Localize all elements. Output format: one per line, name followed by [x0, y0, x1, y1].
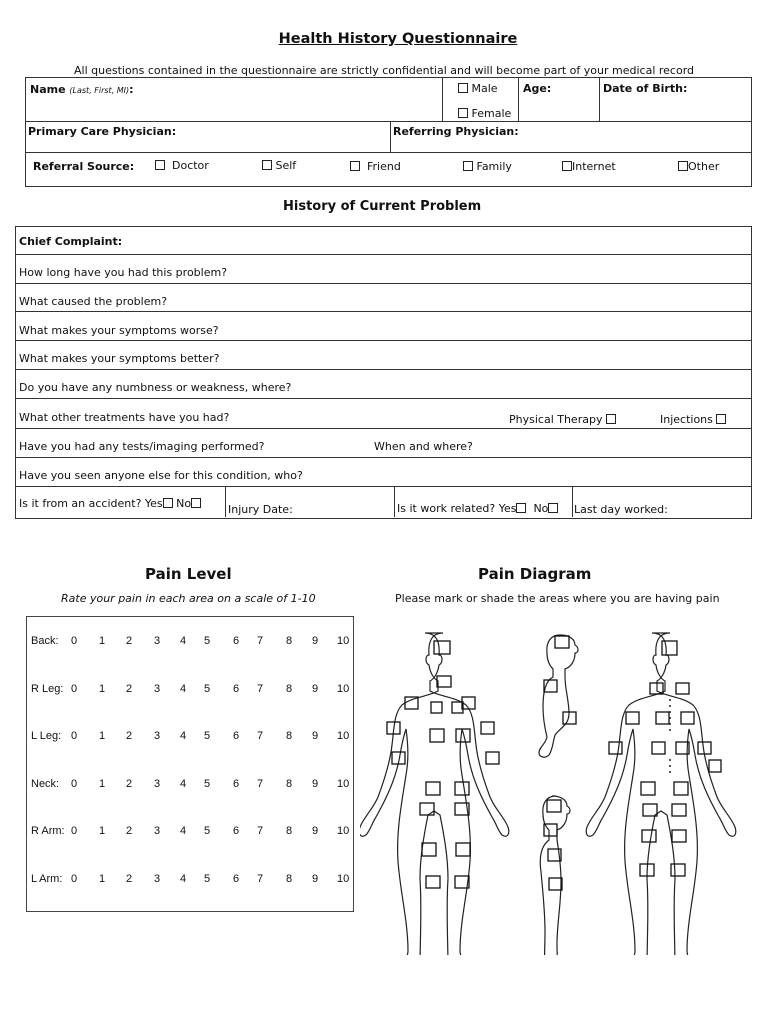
referral-other-checkbox[interactable]: Other: [678, 160, 719, 173]
pain-score-option[interactable]: 0: [71, 872, 78, 885]
pain-score-option[interactable]: 5: [204, 730, 211, 742]
checkbox-icon: [716, 414, 726, 424]
checkbox-icon: [548, 503, 558, 513]
checkbox-icon: [458, 108, 468, 118]
pain-score-option[interactable]: 6: [233, 825, 240, 837]
pain-area-label: L Leg:: [31, 730, 62, 742]
pain-score-option[interactable]: 9: [312, 872, 319, 885]
pain-score-option[interactable]: 10: [337, 825, 350, 837]
pain-score-option[interactable]: 7: [257, 777, 264, 790]
page-title: Health History Questionnaire: [278, 31, 518, 47]
pain-score-option[interactable]: 9: [312, 777, 319, 790]
pain-score-option[interactable]: 2: [126, 872, 133, 885]
name-field[interactable]: Name (Last, First, MI):: [30, 83, 134, 96]
pain-score-option[interactable]: 10: [337, 635, 350, 647]
pain-score-option[interactable]: 3: [154, 872, 161, 885]
pain-score-option[interactable]: 8: [286, 635, 293, 647]
pain-score-option[interactable]: 1: [99, 872, 106, 885]
referral-doctor-checkbox[interactable]: Doctor: [155, 159, 209, 172]
pain-level-title: Pain Level: [145, 565, 232, 583]
question-cause[interactable]: What caused the problem?: [19, 295, 168, 308]
pain-score-option[interactable]: 8: [286, 682, 293, 695]
pain-score-option[interactable]: 10: [337, 682, 350, 695]
pain-score-option[interactable]: 7: [257, 730, 264, 742]
injections-checkbox[interactable]: Injections: [660, 413, 726, 426]
checkbox-icon: [458, 83, 468, 93]
pain-score-option[interactable]: 3: [154, 777, 161, 790]
referral-friend-checkbox[interactable]: Friend: [350, 160, 401, 173]
referral-internet-checkbox[interactable]: Internet: [562, 160, 616, 173]
checkbox-icon: [562, 161, 572, 171]
pain-score-option[interactable]: 8: [286, 825, 293, 837]
pain-score-option[interactable]: 0: [71, 635, 78, 647]
pain-score-option[interactable]: 5: [204, 872, 211, 885]
pain-score-option[interactable]: 1: [99, 730, 106, 742]
question-treatments[interactable]: What other treatments have you had?: [19, 411, 230, 424]
pain-area-label: R Arm:: [31, 825, 65, 837]
pain-score-option[interactable]: 10: [337, 872, 350, 885]
pain-score-option[interactable]: 3: [154, 730, 161, 742]
question-numbness[interactable]: Do you have any numbness or weakness, where?: [19, 381, 292, 394]
pain-score-option[interactable]: 2: [126, 635, 133, 647]
pain-score-option[interactable]: 3: [154, 682, 161, 695]
pain-score-option[interactable]: 5: [204, 777, 211, 790]
pain-score-option[interactable]: 8: [286, 872, 293, 885]
chief-complaint-field[interactable]: Chief Complaint:: [19, 235, 123, 248]
pcp-field[interactable]: Primary Care Physician:: [28, 125, 177, 138]
pain-score-option[interactable]: 0: [71, 825, 78, 837]
dob-field[interactable]: Date of Birth:: [603, 82, 688, 95]
accident-question[interactable]: Is it from an accident? Yes No: [19, 497, 201, 510]
confidentiality-notice: All questions contained in the questionnaire are strictly confidential and will become part of your medical record: [74, 64, 695, 77]
pain-score-option[interactable]: 4: [180, 825, 187, 837]
pain-score-option[interactable]: 3: [154, 635, 161, 647]
pain-area-label: L Arm:: [31, 872, 63, 885]
pain-score-option[interactable]: 9: [312, 730, 319, 742]
checkbox-icon: [262, 160, 272, 170]
pain-score-option[interactable]: 4: [180, 872, 187, 885]
female-checkbox[interactable]: Female: [458, 107, 511, 120]
checkbox-icon: [516, 503, 526, 513]
checkbox-icon: [678, 161, 688, 171]
pain-score-option[interactable]: 9: [312, 635, 319, 647]
pain-score-option[interactable]: 7: [257, 825, 264, 837]
pain-score-option[interactable]: 5: [204, 682, 211, 695]
pain-score-option[interactable]: 1: [99, 635, 106, 647]
pain-score-option[interactable]: 8: [286, 730, 293, 742]
pain-score-option[interactable]: 8: [286, 777, 293, 790]
referral-self-checkbox[interactable]: Self: [262, 159, 296, 172]
pain-score-option[interactable]: 2: [126, 777, 133, 790]
pain-score-option[interactable]: 6: [233, 872, 240, 885]
checkbox-icon: [350, 161, 360, 171]
age-field[interactable]: Age:: [523, 82, 552, 95]
pain-score-option[interactable]: 6: [233, 730, 240, 742]
physical-therapy-checkbox[interactable]: Physical Therapy: [509, 413, 616, 426]
pain-score-option[interactable]: 0: [71, 682, 78, 695]
pain-score-option[interactable]: 4: [180, 730, 187, 742]
referring-physician-field[interactable]: Referring Physician:: [393, 125, 519, 138]
pain-score-option[interactable]: 4: [180, 682, 187, 695]
body-diagram[interactable]: [360, 620, 760, 955]
checkbox-icon: [463, 161, 473, 171]
pain-score-option[interactable]: 2: [126, 682, 133, 695]
pain-score-option[interactable]: 5: [204, 635, 211, 647]
pain-area-label: Neck:: [31, 777, 60, 790]
question-better[interactable]: What makes your symptoms better?: [19, 352, 220, 365]
checkbox-icon: [155, 160, 165, 170]
pain-score-option[interactable]: 10: [337, 730, 350, 742]
pain-score-option[interactable]: 6: [233, 682, 240, 695]
pain-score-option[interactable]: 0: [71, 730, 78, 742]
question-worse[interactable]: What makes your symptoms worse?: [19, 324, 219, 337]
injury-date-field[interactable]: Injury Date:: [228, 503, 293, 516]
pain-score-option[interactable]: 1: [99, 825, 106, 837]
pain-area-label: Back:: [31, 635, 59, 647]
pain-score-option[interactable]: 6: [233, 777, 240, 790]
checkbox-icon: [163, 498, 173, 508]
section-title-history: History of Current Problem: [283, 199, 482, 214]
pain-score-option[interactable]: 3: [154, 825, 161, 837]
pain-diagram-subtitle: Please mark or shade the areas where you are having pain: [395, 592, 720, 605]
question-seen-anyone[interactable]: Have you seen anyone else for this condition, who?: [19, 469, 303, 482]
pain-score-option[interactable]: 9: [312, 825, 319, 837]
question-duration[interactable]: How long have you had this problem?: [19, 266, 228, 279]
pain-score-option[interactable]: 0: [71, 777, 78, 790]
pain-score-option[interactable]: 6: [233, 635, 240, 647]
pain-score-option[interactable]: 10: [337, 777, 350, 790]
pain-score-option[interactable]: 1: [99, 777, 106, 790]
checkbox-icon: [606, 414, 616, 424]
last-day-worked-field[interactable]: Last day worked:: [574, 503, 668, 516]
referral-family-checkbox[interactable]: Family: [463, 160, 512, 173]
pain-score-option[interactable]: 7: [257, 635, 264, 647]
pain-score-option[interactable]: 7: [257, 872, 264, 885]
pain-score-option[interactable]: 1: [99, 682, 106, 695]
referral-source-label: Referral Source:: [33, 160, 135, 173]
pain-level-subtitle: Rate your pain in each area on a scale of 1-10: [61, 592, 316, 605]
pain-area-label: R Leg:: [31, 682, 64, 695]
pain-score-option[interactable]: 2: [126, 825, 133, 837]
pain-rating-grid: [26, 616, 354, 912]
pain-score-option[interactable]: 5: [204, 825, 211, 837]
when-where-field[interactable]: When and where?: [374, 440, 473, 453]
pain-diagram-title: Pain Diagram: [478, 565, 592, 583]
pain-score-option[interactable]: 4: [180, 777, 187, 790]
question-tests[interactable]: Have you had any tests/imaging performed?: [19, 440, 265, 453]
work-related-question[interactable]: Is it work related? Yes No: [397, 502, 558, 515]
pain-score-option[interactable]: 9: [312, 682, 319, 695]
pain-score-option[interactable]: 4: [180, 635, 187, 647]
male-checkbox[interactable]: Male: [458, 82, 498, 95]
pain-score-option[interactable]: 7: [257, 682, 264, 695]
pain-score-option[interactable]: 2: [126, 730, 133, 742]
checkbox-icon: [191, 498, 201, 508]
